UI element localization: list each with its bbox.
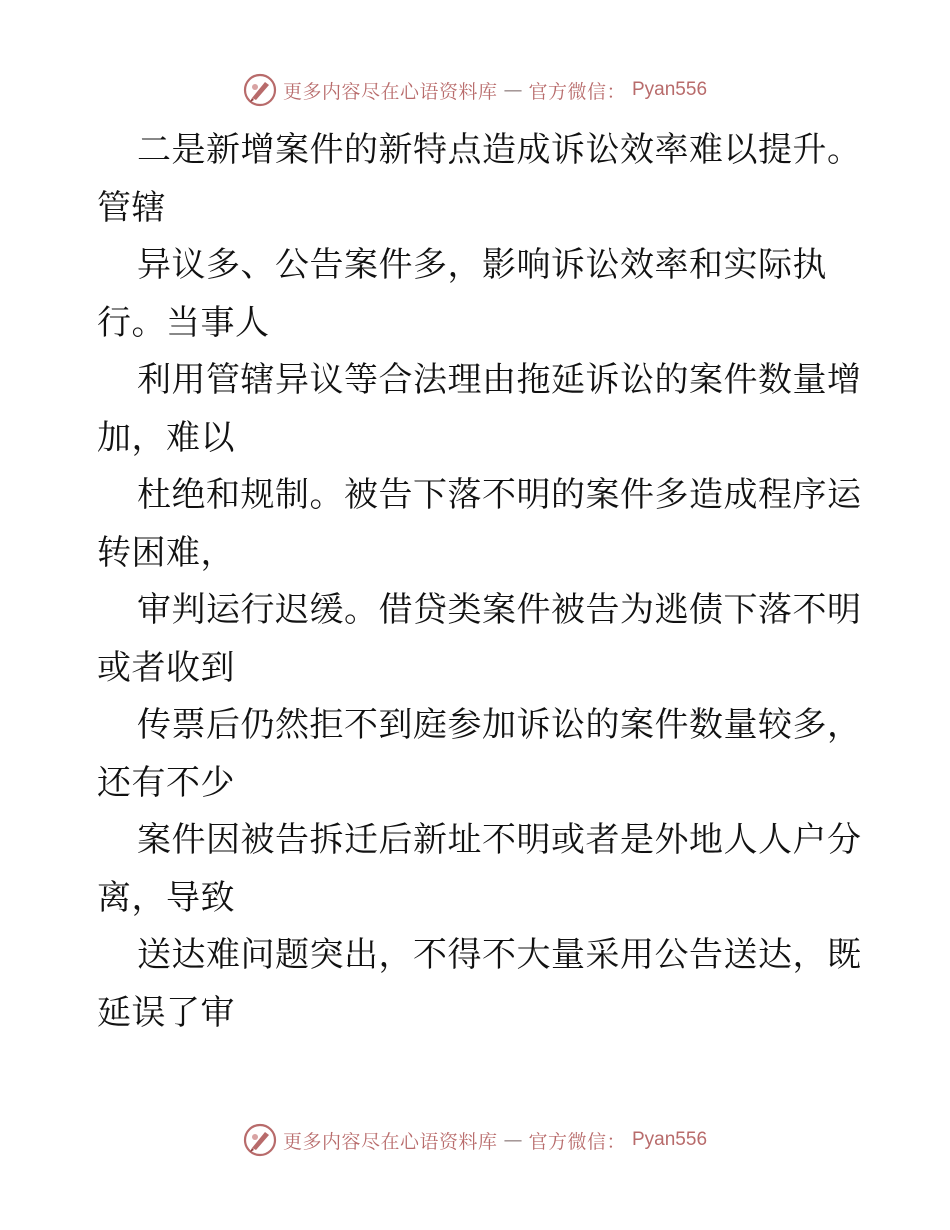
body-line: 异议多、公告案件多，影响诉讼效率和实际执: [137, 245, 827, 285]
body-line: 杜绝和规制。被告下落不明的案件多造成程序运: [137, 475, 862, 515]
watermark-separator: —: [503, 1129, 523, 1151]
body-line: 传票后仍然拒不到庭参加诉讼的案件数量较多，: [137, 705, 862, 745]
watermark-contact-id: Pyan556: [632, 1129, 708, 1150]
quill-pen-logo-icon: [243, 1123, 277, 1157]
body-line: 离，导致: [97, 877, 235, 918]
watermark-text: 更多内容尽在心语资料库: [282, 1130, 498, 1153]
body-line: 管辖: [97, 187, 166, 228]
body-line: 加，难以: [97, 417, 235, 458]
body-line: 送达难问题突出，不得不大量采用公告送达，既: [137, 935, 862, 975]
watermark-contact-label: 官方微信：: [528, 80, 626, 103]
body-line: 延误了审: [97, 992, 235, 1033]
body-line: 二是新增案件的新特点造成诉讼效率难以提升。: [137, 130, 862, 170]
body-line: 转困难，: [97, 532, 235, 573]
body-line: 行。当事人: [97, 302, 270, 343]
body-line: 案件因被告拆迁后新址不明或者是外地人人户分: [137, 820, 862, 860]
footer-watermark: [0, 1120, 950, 1160]
watermark-separator: —: [503, 79, 523, 101]
body-line: 或者收到: [97, 647, 235, 688]
document-body: [97, 122, 867, 1042]
header-watermark: [0, 70, 950, 110]
body-line: 利用管辖异议等合法理由拖延诉讼的案件数量增: [137, 360, 862, 400]
body-line: 审判运行迟缓。借贷类案件被告为逃债下落不明: [137, 590, 862, 630]
watermark-contact-label: 官方微信：: [528, 1130, 626, 1153]
quill-pen-logo-icon: [243, 73, 277, 107]
watermark-contact-id: Pyan556: [632, 79, 708, 100]
body-line: 还有不少: [97, 762, 235, 803]
watermark-text: 更多内容尽在心语资料库: [282, 80, 498, 103]
